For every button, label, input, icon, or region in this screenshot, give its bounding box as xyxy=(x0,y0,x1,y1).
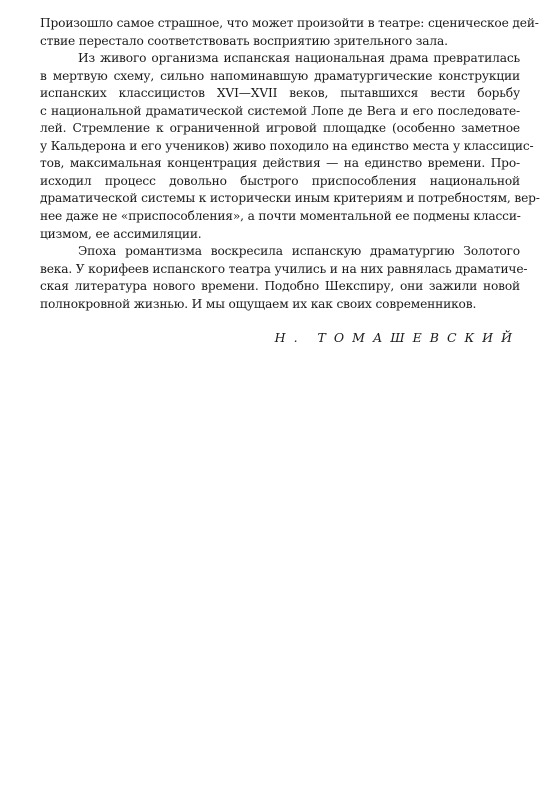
text-line: Произошло самое страшное, что может произойти в театре: сценическое дей- xyxy=(40,16,539,30)
text-line: с национальной драматической системой Лопе де Вега и его последовате- xyxy=(40,103,520,118)
text-line: у Кальдерона и его учеников) живо походило на единство места у классицис- xyxy=(40,138,534,153)
article-text xyxy=(40,15,540,313)
text-line: в мертвую схему, сильно напоминавшую драматургические конструкции xyxy=(40,68,520,83)
text-line: полнокровной жизнью. И мы ощущаем их как своих современников. xyxy=(40,296,477,311)
text-line: Из живого организма испанская национальная драма превратилась xyxy=(78,51,520,66)
paragraph-3 xyxy=(40,243,528,313)
paragraph-1 xyxy=(40,15,539,50)
text-line: испанских классицистов XVI—XVII веков, пытавшихся вести борьбу xyxy=(40,86,520,101)
author-signature: Н. ТОМАШЕВСКИЙ xyxy=(274,330,520,345)
text-line: Эпоха романтизма воскресила испанскую драматургию Золотого xyxy=(78,244,520,259)
paragraph-2 xyxy=(40,50,540,243)
text-line: ствие перестало соответствовать восприятию зрительного зала. xyxy=(40,33,448,48)
text-line: исходил процесс довольно быстрого приспособления национальной xyxy=(40,173,520,188)
text-line: драматической системы к исторически иным критериям и потребностям, вер- xyxy=(40,191,540,206)
text-line: лей. Стремление к ограниченной игровой площадке (особенно заметное xyxy=(40,121,520,136)
text-line: тов, максимальная концентрация действия — на единство времени. Про- xyxy=(40,156,520,171)
text-line: века. У корифеев испанского театра учились и на них равнялась драматиче- xyxy=(40,261,528,276)
text-line: цизмом, ее ассимиляции. xyxy=(40,226,202,241)
text-line: ская литература нового времени. Подобно Шекспиру, они зажили новой xyxy=(40,279,520,294)
text-line: нее даже не «приспособления», а почти моментальной ее подмены класси- xyxy=(40,209,521,224)
